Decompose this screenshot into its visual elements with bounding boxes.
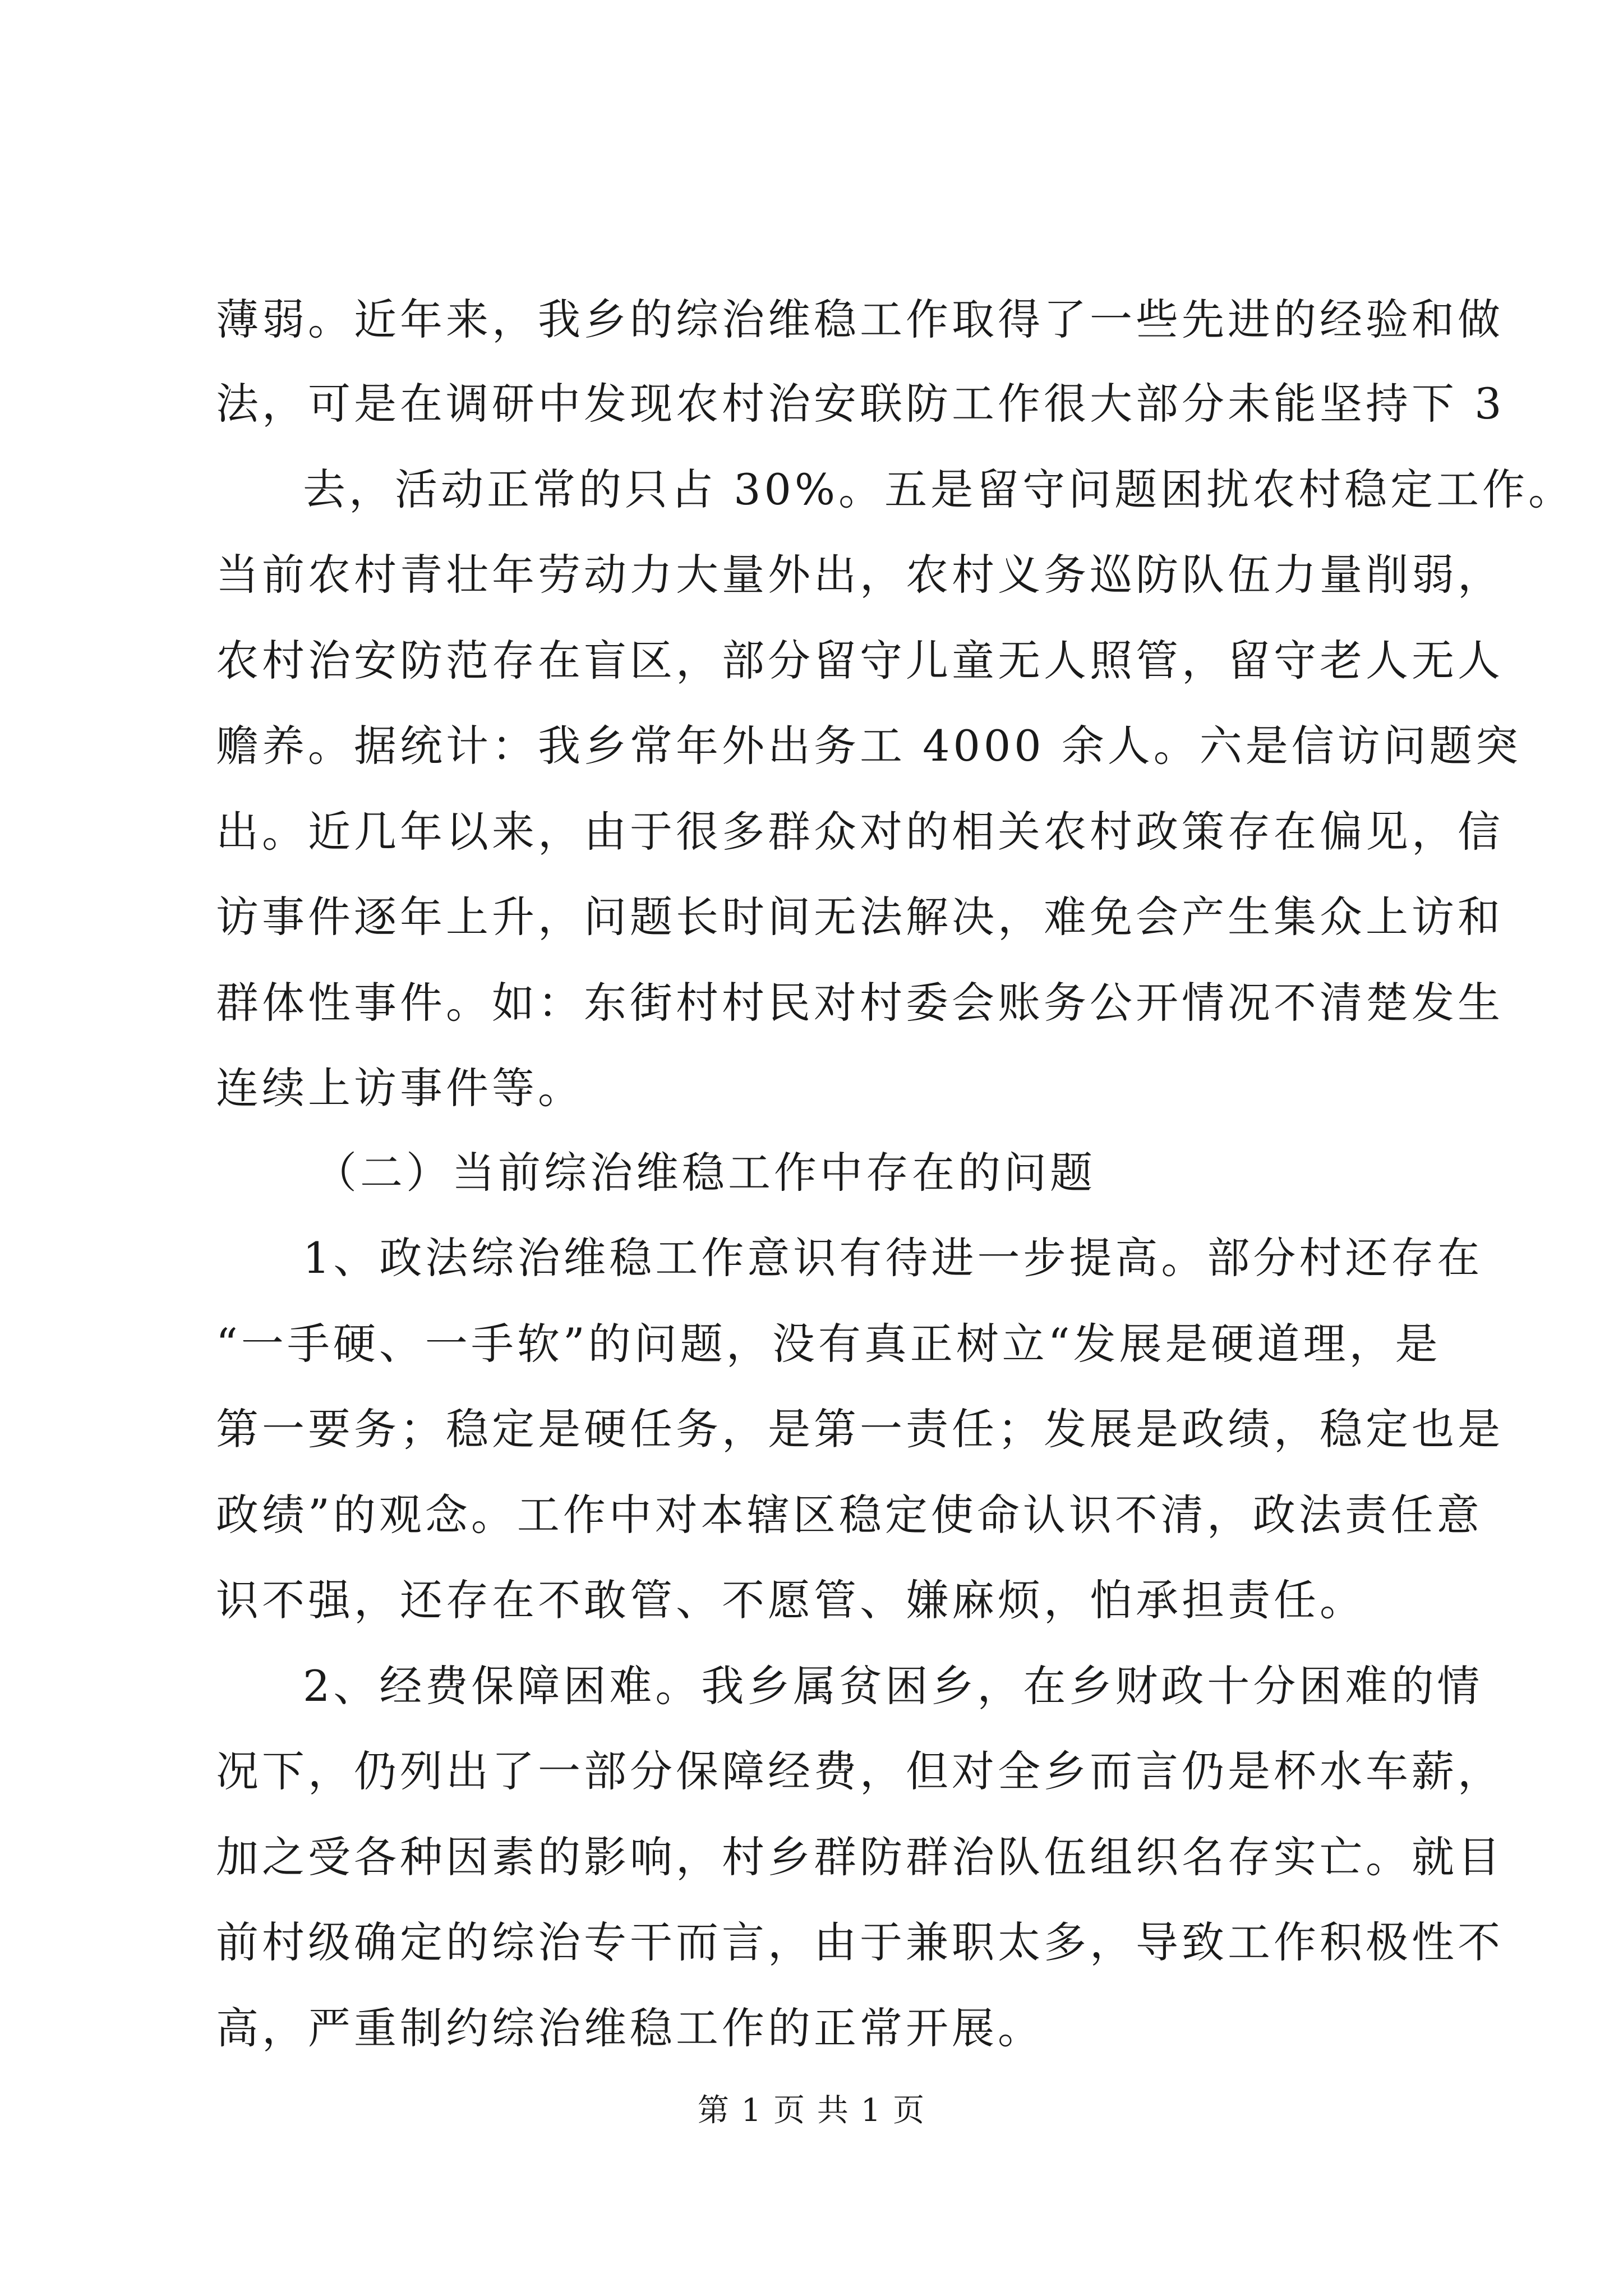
- text-line: 2、经费保障困难。我乡属贫困乡，在乡财政十分困难的情: [303, 1661, 1483, 1711]
- text-line: 况下，仍列出了一部分保障经费，但对全乡而言仍是杯水车薪，: [216, 1746, 1504, 1796]
- text-line: 当前农村青壮年劳动力大量外出，农村义务巡防队伍力量削弱，: [216, 550, 1504, 600]
- page-footer: 第 1 页 共 1 页: [697, 2092, 926, 2129]
- section-heading: （二）当前综治维稳工作中存在的问题: [314, 1148, 1096, 1198]
- text-line: 加之受各种因素的影响，村乡群防群治队伍组织名存实亡。就目: [216, 1832, 1504, 1882]
- text-line: 前村级确定的综治专干而言，由于兼职太多，导致工作积极性不: [216, 1917, 1504, 1967]
- text-line: 薄弱。近年来，我乡的综治维稳工作取得了一些先进的经验和做: [216, 295, 1504, 344]
- text-line: 连续上访事件等。: [216, 1063, 584, 1113]
- text-line: 政绩”的观念。工作中对本辖区稳定使命认识不清，政法责任意: [216, 1490, 1483, 1540]
- text-line: 第一要务；稳定是硬任务，是第一责任；发展是政绩，稳定也是: [216, 1404, 1504, 1454]
- text-line: 农村治安防范存在盲区，部分留守儿童无人照管，留守老人无人: [216, 636, 1504, 685]
- text-line: 高，严重制约综治维稳工作的正常开展。: [216, 2003, 1044, 2053]
- text-line: “一手硬、一手软”的问题，没有真正树立“发展是硬道理，是: [216, 1319, 1441, 1369]
- text-line: 去，活动正常的只占 30%。五是留守问题困扰农村稳定工作。: [303, 464, 1575, 514]
- text-line: 识不强，还存在不敢管、不愿管、嫌麻烦，怕承担责任。: [216, 1575, 1366, 1625]
- text-line: 出。近几年以来，由于很多群众对的相关农村政策存在偏见，信: [216, 807, 1504, 857]
- text-line: 群体性事件。如：东街村村民对村委会账务公开情况不清楚发生: [216, 978, 1504, 1028]
- text-line: 访事件逐年上升，问题长时间无法解决，难免会产生集众上访和: [216, 892, 1504, 942]
- text-line: 法，可是在调研中发现农村治安联防工作很大部分未能坚持下 3: [216, 379, 1505, 429]
- text-line: 1、政法综治维稳工作意识有待进一步提高。部分村还存在: [303, 1233, 1483, 1283]
- text-line: 赡养。据统计：我乡常年外出务工 4000 余人。六是信访问题突: [216, 721, 1521, 771]
